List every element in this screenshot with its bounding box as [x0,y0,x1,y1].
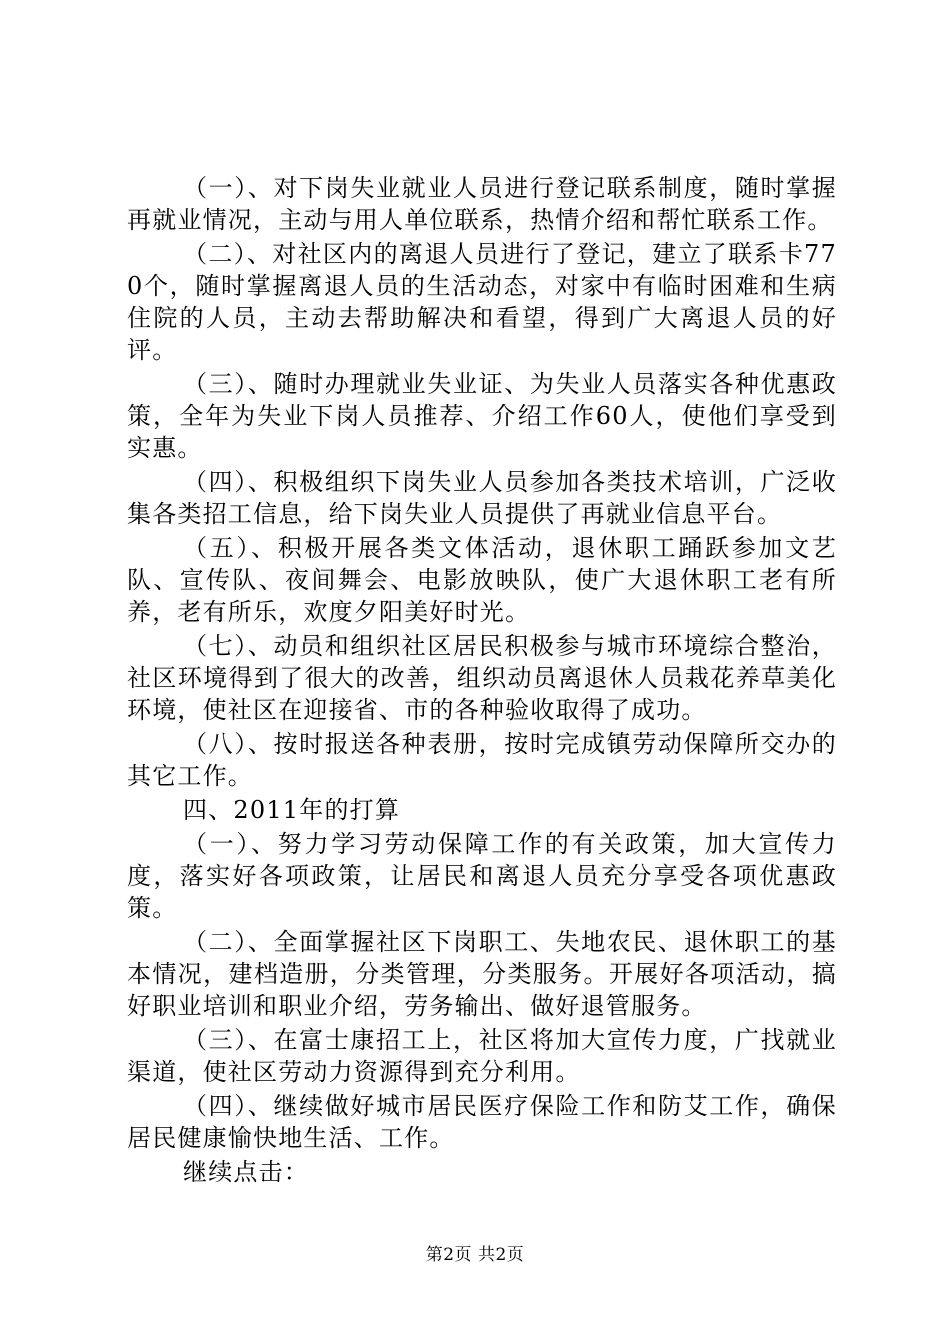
paragraph-6: （七）、动员和组织社区居民积极参与城市环境综合整治，社区环境得到了很大的改善，组织动员离退休人员栽花养草美化环境，使社区在迎接省、市的各种验收取得了成功。 [127,632,837,724]
paragraph-4: （四）、积极组织下岗失业人员参加各类技术培训，广泛收集各类招工信息，给下岗失业人员提供了再就业信息平台。 [127,468,837,528]
paragraph-9: （二）、全面掌握社区下岗职工、失地农民、退休职工的基本情况，建档造册，分类管理，分类服务。开展好各项活动，搞好职业培训和职业介绍，劳务输出、做好退管服务。 [127,928,837,1020]
continue-link-text: 继续点击： [183,1158,309,1186]
paragraph-11: （四）、继续做好城市居民医疗保险工作和防艾工作，确保居民健康愉快地生活、工作。 [127,1092,837,1152]
section-heading: 四、2011年的打算 [183,796,401,824]
paragraph-5: （五）、积极开展各类文体活动，退休职工踊跃参加文艺队、宣传队、夜间舞会、电影放映队，使广大退休职工老有所养，老有所乐，欢度夕阳美好时光。 [127,534,837,626]
paragraph-1: （一）、对下岗失业就业人员进行登记联系制度，随时掌握再就业情况，主动与用人单位联系，热情介绍和帮忙联系工作。 [127,174,837,234]
paragraph-7: （八）、按时报送各种表册，按时完成镇劳动保障所交办的其它工作。 [127,730,837,790]
page-footer: 第2页 共2页 [425,1245,525,1265]
paragraph-3: （三）、随时办理就业失业证、为失业人员落实各种优惠政策，全年为失业下岗人员推荐、介绍工作60人，使他们享受到实惠。 [127,370,837,462]
paragraph-10: （三）、在富士康招工上，社区将加大宣传力度，广找就业渠道，使社区劳动力资源得到充分利用。 [127,1026,837,1086]
document-body [127,172,837,1188]
paragraph-2: （二）、对社区内的离退人员进行了登记，建立了联系卡770个，随时掌握离退人员的生活动态，对家中有临时困难和生病住院的人员，主动去帮助解决和看望，得到广大离退人员的好评。 [127,240,837,364]
paragraph-8: （一）、努力学习劳动保障工作的有关政策，加大宣传力度，落实好各项政策，让居民和离退人员充分享受各项优惠政策。 [127,830,837,922]
